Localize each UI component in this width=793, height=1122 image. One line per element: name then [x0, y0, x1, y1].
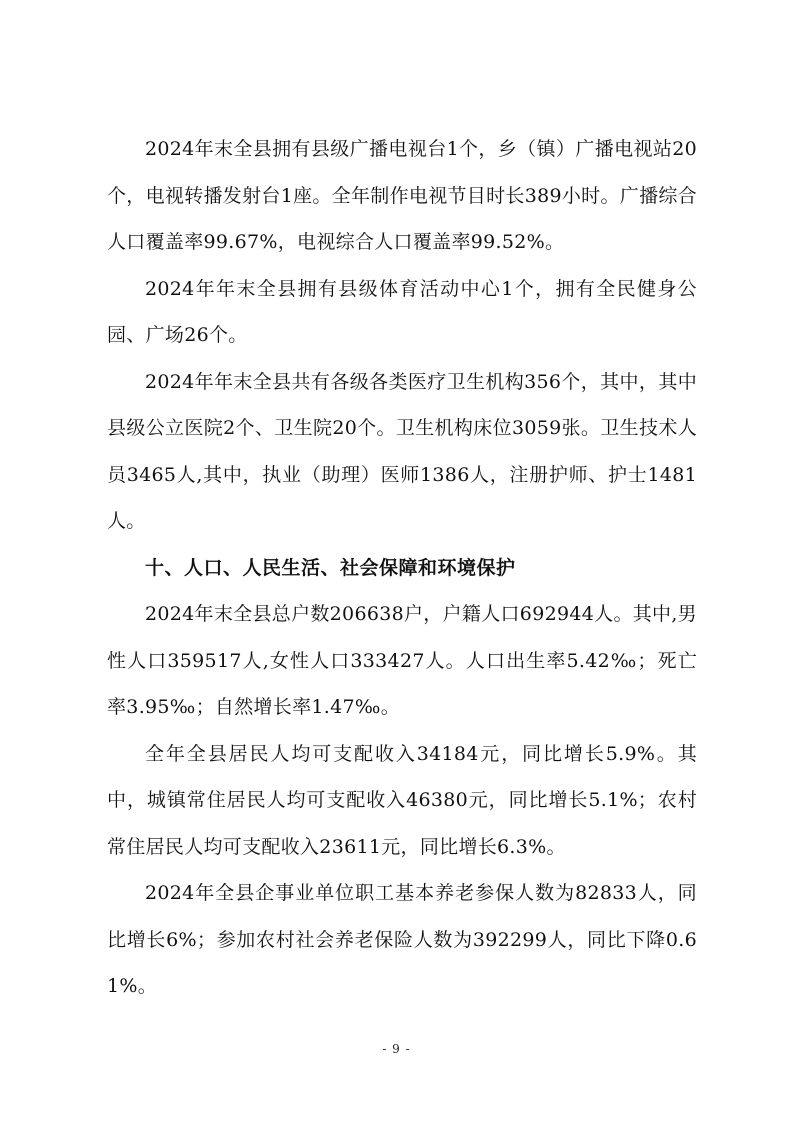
- section-heading: 十、人口、人民生活、社会保障和环境保护: [145, 556, 516, 579]
- paragraph-broadcasting: 2024年末全县拥有县级广播电视台1个，乡（镇）广播电视站20个，电视转播发射台1座。全年制作电视节目时长389小时。广播综合人口覆盖率99.67%，电视综合人口覆盖率99.52%。: [107, 138, 697, 253]
- page-number: - 9 -: [382, 1042, 411, 1056]
- paragraph-sports: 2024年年末全县拥有县级体育活动中心1个，拥有全民健身公园、广场26个。: [107, 277, 697, 346]
- paragraph-income: 全年全县居民人均可支配收入34184元，同比增长5.9%。其中，城镇常住居民人均可支配收入46380元，同比增长5.1%；农村常住居民人均可支配收入23611元，同比增长6.3%。: [107, 742, 697, 858]
- paragraph-health: 2024年年末全县共有各级各类医疗卫生机构356个，其中，其中县级公立医院2个、卫生院20个。卫生机构床位3059张。卫生技术人员3465人,其中，执业（助理）医师1386人，注册护师、护士1481人。: [107, 370, 697, 532]
- paragraph-population: 2024年末全县总户数206638户，户籍人口692944人。其中,男性人口359517人,女性人口333427人。人口出生率5.42‰；死亡率3.95‰；自然增长率1.47‰。: [107, 603, 697, 718]
- paragraph-insurance: 2024年全县企事业单位职工基本养老参保人数为82833人，同比增长6%；参加农村社会养老保险人数为392299人，同比下降0.61%。: [107, 882, 697, 997]
- document-body: [107, 126, 697, 1010]
